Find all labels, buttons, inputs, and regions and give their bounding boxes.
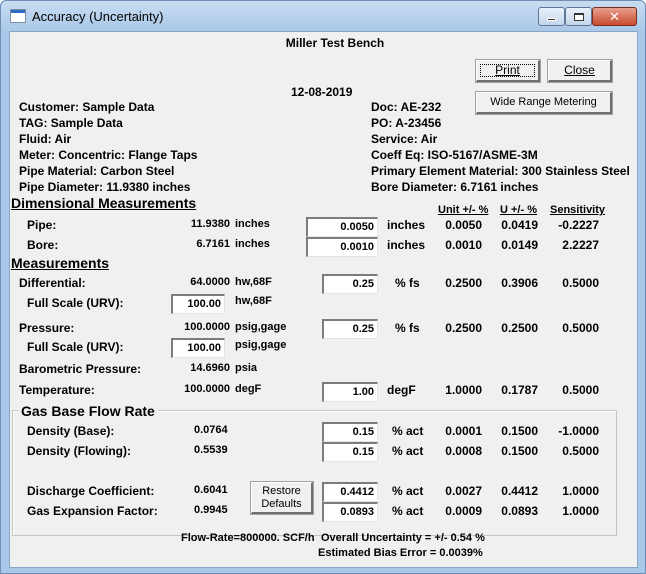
diff-full-scale-label: Full Scale (URV): <box>27 296 124 310</box>
density-flowing-input[interactable]: 0.15 <box>322 442 378 462</box>
info-pipe-material: Pipe Material: Carbon Steel <box>19 164 175 178</box>
density-flowing-u-pm: 0.1500 <box>501 444 538 458</box>
info-meter: Meter: Concentric: Flange Taps <box>19 148 198 162</box>
pipe-units: inches <box>235 218 270 230</box>
differential-uncertainty-input[interactable]: 0.25 <box>322 274 378 294</box>
maximize-button[interactable] <box>565 7 592 26</box>
flow-rate-text: Flow-Rate=800000. SCF/h <box>181 532 315 544</box>
restore-defaults-button[interactable]: Restore Defaults <box>251 482 313 514</box>
differential-input-units: % fs <box>395 276 420 290</box>
density-base-u-pm: 0.1500 <box>501 424 538 438</box>
measurements-heading: Measurements <box>11 255 110 271</box>
density-base-unit-pm: 0.0001 <box>445 424 482 438</box>
window-app-icon <box>10 9 26 23</box>
gas-expansion-input-units: % act <box>392 504 424 518</box>
gas-expansion-value: 0.9945 <box>194 504 228 516</box>
bore-input-units: inches <box>387 238 426 252</box>
density-base-input[interactable]: 0.15 <box>322 422 378 442</box>
gas-base-heading: Gas Base Flow Rate <box>18 403 158 419</box>
minimize-button[interactable] <box>538 7 565 26</box>
discharge-coefficient-value: 0.6041 <box>194 484 228 496</box>
close-button[interactable] <box>548 60 612 82</box>
close-icon: ✕ <box>609 8 620 24</box>
bore-u-pm: 0.0149 <box>501 238 538 252</box>
diff-full-scale-units: hw,68F <box>235 295 272 307</box>
bias-error-text: Estimated Bias Error = 0.0039% <box>318 547 483 559</box>
pressure-value: 100.0000 <box>184 321 230 333</box>
pressure-uncertainty-input[interactable]: 0.25 <box>322 319 378 339</box>
press-full-scale-units: psig,gage <box>235 339 287 351</box>
wide-range-metering-button[interactable]: Wide Range Metering <box>476 92 612 114</box>
info-bore-diameter: Bore Diameter: 6.7161 inches <box>371 180 539 194</box>
discharge-coefficient-unit-pm: 0.0027 <box>445 484 482 498</box>
info-tag: TAG: Sample Data <box>19 116 123 130</box>
density-flowing-value: 0.5539 <box>194 444 228 456</box>
temperature-sensitivity: 0.5000 <box>562 383 599 397</box>
pressure-label: Pressure: <box>19 321 75 335</box>
density-base-sensitivity: -1.0000 <box>558 424 599 438</box>
differential-value: 64.0000 <box>190 276 230 288</box>
density-flowing-unit-pm: 0.0008 <box>445 444 482 458</box>
bench-title: Miller Test Bench <box>285 36 385 50</box>
barometric-label: Barometric Pressure: <box>19 362 142 376</box>
client-area <box>9 31 638 568</box>
press-full-scale-input[interactable]: 100.00 <box>171 338 225 358</box>
discharge-coefficient-input-units: % act <box>392 484 424 498</box>
report-date: 12-08-2019 <box>291 85 353 99</box>
density-flowing-input-units: % act <box>392 444 424 458</box>
overall-uncertainty-text: Overall Uncertainty = +/- 0.54 % <box>321 532 485 544</box>
info-coeff-eq: Coeff Eq: ISO-5167/ASME-3M <box>371 148 538 162</box>
discharge-coefficient-u-pm: 0.4412 <box>501 484 538 498</box>
diff-full-scale-input[interactable]: 100.00 <box>171 294 225 314</box>
density-base-input-units: % act <box>392 424 424 438</box>
pressure-u-pm: 0.2500 <box>501 321 538 335</box>
barometric-units: psia <box>235 362 258 374</box>
maximize-icon <box>574 13 584 21</box>
temperature-uncertainty-input[interactable]: 1.00 <box>322 382 378 402</box>
differential-u-pm: 0.3906 <box>501 276 538 290</box>
bore-unit-pm: 0.0010 <box>445 238 482 252</box>
bore-sensitivity: 2.2227 <box>562 238 599 252</box>
gas-expansion-input[interactable]: 0.0893 <box>322 502 378 522</box>
info-element-material: Primary Element Material: 300 Stainless Steel <box>371 164 630 178</box>
density-base-label: Density (Base): <box>27 424 115 438</box>
pipe-sensitivity: -0.2227 <box>558 218 599 232</box>
temperature-u-pm: 0.1787 <box>501 383 538 397</box>
gas-expansion-unit-pm: 0.0009 <box>445 504 482 518</box>
info-doc: Doc: AE-232 <box>371 100 442 114</box>
dimensional-heading: Dimensional Measurements <box>11 195 197 211</box>
info-po: PO: A-23456 <box>371 116 442 130</box>
close-window-button[interactable] <box>592 7 637 26</box>
col-unit-header: Unit +/- % <box>438 204 489 216</box>
differential-units: hw,68F <box>235 276 272 288</box>
discharge-coefficient-label: Discharge Coefficient: <box>27 484 155 498</box>
differential-label: Differential: <box>19 276 86 290</box>
info-customer: Customer: Sample Data <box>19 100 155 114</box>
density-flowing-label: Density (Flowing): <box>27 444 131 458</box>
col-sensitivity-header: Sensitivity <box>550 204 606 216</box>
bore-value: 6.7161 <box>196 238 230 250</box>
info-fluid: Fluid: Air <box>19 132 72 146</box>
press-full-scale-label: Full Scale (URV): <box>27 340 124 354</box>
pipe-label: Pipe: <box>27 218 57 232</box>
title-bar[interactable] <box>1 1 645 31</box>
pipe-unit-pm: 0.0050 <box>445 218 482 232</box>
bore-units: inches <box>235 238 270 250</box>
temperature-label: Temperature: <box>19 383 95 397</box>
pressure-units: psig,gage <box>235 321 287 333</box>
col-u-header: U +/- % <box>500 204 537 216</box>
bore-uncertainty-input[interactable]: 0.0010 <box>306 237 378 257</box>
info-service: Service: Air <box>371 132 438 146</box>
density-flowing-sensitivity: 0.5000 <box>562 444 599 458</box>
differential-unit-pm: 0.2500 <box>445 276 482 290</box>
pipe-value: 11.9380 <box>190 218 230 230</box>
pipe-uncertainty-input[interactable]: 0.0050 <box>306 217 378 237</box>
print-button[interactable] <box>476 60 540 82</box>
print-button-label: Print <box>495 63 520 77</box>
pipe-input-units: inches <box>387 218 426 232</box>
gas-expansion-u-pm: 0.0893 <box>501 504 538 518</box>
gas-expansion-sensitivity: 1.0000 <box>562 504 599 518</box>
gas-expansion-label: Gas Expansion Factor: <box>27 504 158 518</box>
window-title: Accuracy (Uncertainty) <box>32 9 164 24</box>
info-pipe-diameter: Pipe Diameter: 11.9380 inches <box>19 180 191 194</box>
density-base-value: 0.0764 <box>194 424 228 436</box>
temperature-units: degF <box>235 383 262 395</box>
pressure-input-units: % fs <box>395 321 420 335</box>
pressure-sensitivity: 0.5000 <box>562 321 599 335</box>
bore-label: Bore: <box>27 238 59 252</box>
temperature-unit-pm: 1.0000 <box>445 383 482 397</box>
discharge-coefficient-sensitivity: 1.0000 <box>562 484 599 498</box>
differential-sensitivity: 0.5000 <box>562 276 599 290</box>
temperature-value: 100.0000 <box>184 383 230 395</box>
pipe-u-pm: 0.0419 <box>501 218 538 232</box>
minimize-icon <box>547 18 556 21</box>
barometric-value: 14.6960 <box>190 362 230 374</box>
pressure-unit-pm: 0.2500 <box>445 321 482 335</box>
discharge-coefficient-input[interactable]: 0.4412 <box>322 482 378 502</box>
close-button-label: Close <box>564 63 595 77</box>
temperature-input-units: degF <box>387 383 416 397</box>
